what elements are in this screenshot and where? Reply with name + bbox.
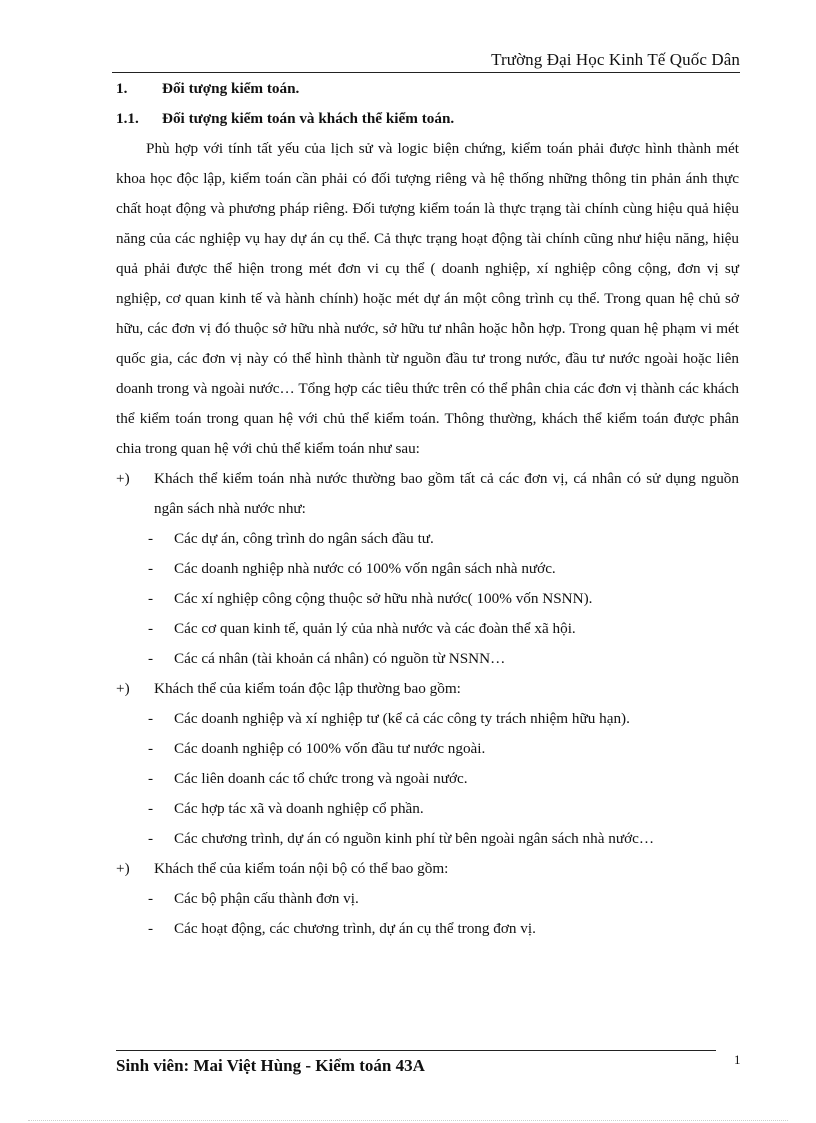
list-item [116,704,739,734]
plus-marker: +) [116,860,130,877]
list-item [116,524,739,554]
list-item [116,614,739,644]
dash-marker: - [148,830,154,847]
list-item-text: Các dự án, công trình do ngân sách đầu tư. [174,530,434,547]
group-text: Khách thể kiểm toán nhà nước thường bao gồm tất cả các đơn vị, cá nhân có sử dụng nguồn ngân sách nhà nước như: [154,470,739,517]
list-item-text: Các xí nghiệp công cộng thuộc sở hữu nhà nước( 100% vốn NSNN). [174,590,593,607]
footer-divider [116,1050,716,1051]
section-heading-1 [116,74,739,104]
group-independent-audit [116,674,739,704]
list-item [116,734,739,764]
document-body [116,74,739,944]
group-text: Khách thể của kiểm toán nội bộ có thể bao gồm: [154,860,449,877]
plus-marker: +) [116,680,130,697]
list-item [116,884,739,914]
dash-marker: - [148,620,154,637]
section-title: Đối tượng kiểm toán và khách thể kiểm toán. [162,110,455,127]
list-item-text: Các doanh nghiệp nhà nước có 100% vốn ngân sách nhà nước. [174,560,556,577]
list-item [116,554,739,584]
dash-marker: - [148,650,154,667]
list-item-text: Các liên doanh các tổ chức trong và ngoài nước. [174,770,468,787]
dash-marker: - [148,920,154,937]
list-item [116,764,739,794]
dash-marker: - [148,560,154,577]
dash-marker: - [148,740,154,757]
list-item-text: Các doanh nghiệp có 100% vốn đầu tư nước ngoài. [174,740,486,757]
page-number: 1 [734,1052,741,1067]
dash-marker: - [148,800,154,817]
dash-marker: - [148,710,154,727]
list-item-text: Các hợp tác xã và doanh nghiệp cổ phần. [174,800,424,817]
section-heading-1-1 [116,104,739,134]
section-title: Đối tượng kiểm toán. [162,80,300,97]
group-text: Khách thể của kiểm toán độc lập thường bao gồm: [154,680,461,697]
dash-marker: - [148,770,154,787]
dash-marker: - [148,530,154,547]
plus-marker: +) [116,470,130,487]
header-divider [112,72,740,73]
section-number: 1. [116,80,128,97]
list-item [116,914,739,944]
intro-paragraph: Phù hợp với tính tất yếu của lịch sử và logic biện chứng, kiểm toán phải được hình thành mét khoa học độc lập, kiểm toán cần phải có đối tượng riêng và hệ thống những thông tin phản ánh thực chất hoạt động và phương pháp riêng. Đối tượng kiểm toán là thực trạng tài chính cùng hiệu quả hiệu năng của các nghiệp vụ hay dự án cụ thể. Cả thực trạng hoạt động tài chính cũng như hiệu năng, hiệu quả phải được thể hiện trong mét đơn vi cụ thể ( doanh nghiệp, xí nghiệp công cộng, đơn vị sự nghiệp, cơ quan kinh tế và hành chính) hoặc mét dự án một công trình cụ thể. Trong quan hệ chủ sở hữu, các đơn vị đó thuộc sở hữu nhà nước, sở hữu tư nhân hoặc hỗn hợp. Trong quan hệ phạm vi mét quốc gia, các đơn vị này có thể hình thành từ nguồn đầu tư trong nước, đầu tư nước ngoài hoặc liên doanh trong và ngoài nước… Tổng hợp các tiêu thức trên có thể phân chia các đơn vị thành các khách thể kiểm toán trong quan hệ với chủ thể kiểm toán. Thông thường, khách thể kiểm toán được phân chia trong quan hệ với chủ thể kiểm toán như sau: [116,140,739,457]
list-item [116,584,739,614]
page-bottom-border [28,1120,788,1121]
list-item-text: Các hoạt động, các chương trình, dự án cụ thể trong đơn vị. [174,920,536,937]
dash-marker: - [148,590,154,607]
header-school-name: Trường Đại Học Kinh Tế Quốc Dân [491,50,740,69]
list-item-text: Các bộ phận cấu thành đơn vị. [174,890,359,907]
list-item-text: Các cơ quan kinh tế, quản lý của nhà nước và các đoàn thể xã hội. [174,620,576,637]
list-item-text: Các doanh nghiệp và xí nghiệp tư (kể cả các công ty trách nhiệm hữu hạn). [174,710,630,727]
footer-student: Sinh viên: Mai Việt Hùng - Kiểm toán 43A [116,1056,425,1075]
section-number: 1.1. [116,110,139,127]
group-internal-audit [116,854,739,884]
group-state-audit [116,464,739,524]
list-item-text: Các cá nhân (tài khoản cá nhân) có nguồn từ NSNN… [174,650,506,667]
list-item [116,824,739,854]
list-item-text: Các chương trình, dự án có nguồn kinh phí từ bên ngoài ngân sách nhà nước… [174,830,655,847]
dash-marker: - [148,890,154,907]
list-item [116,644,739,674]
list-item [116,794,739,824]
